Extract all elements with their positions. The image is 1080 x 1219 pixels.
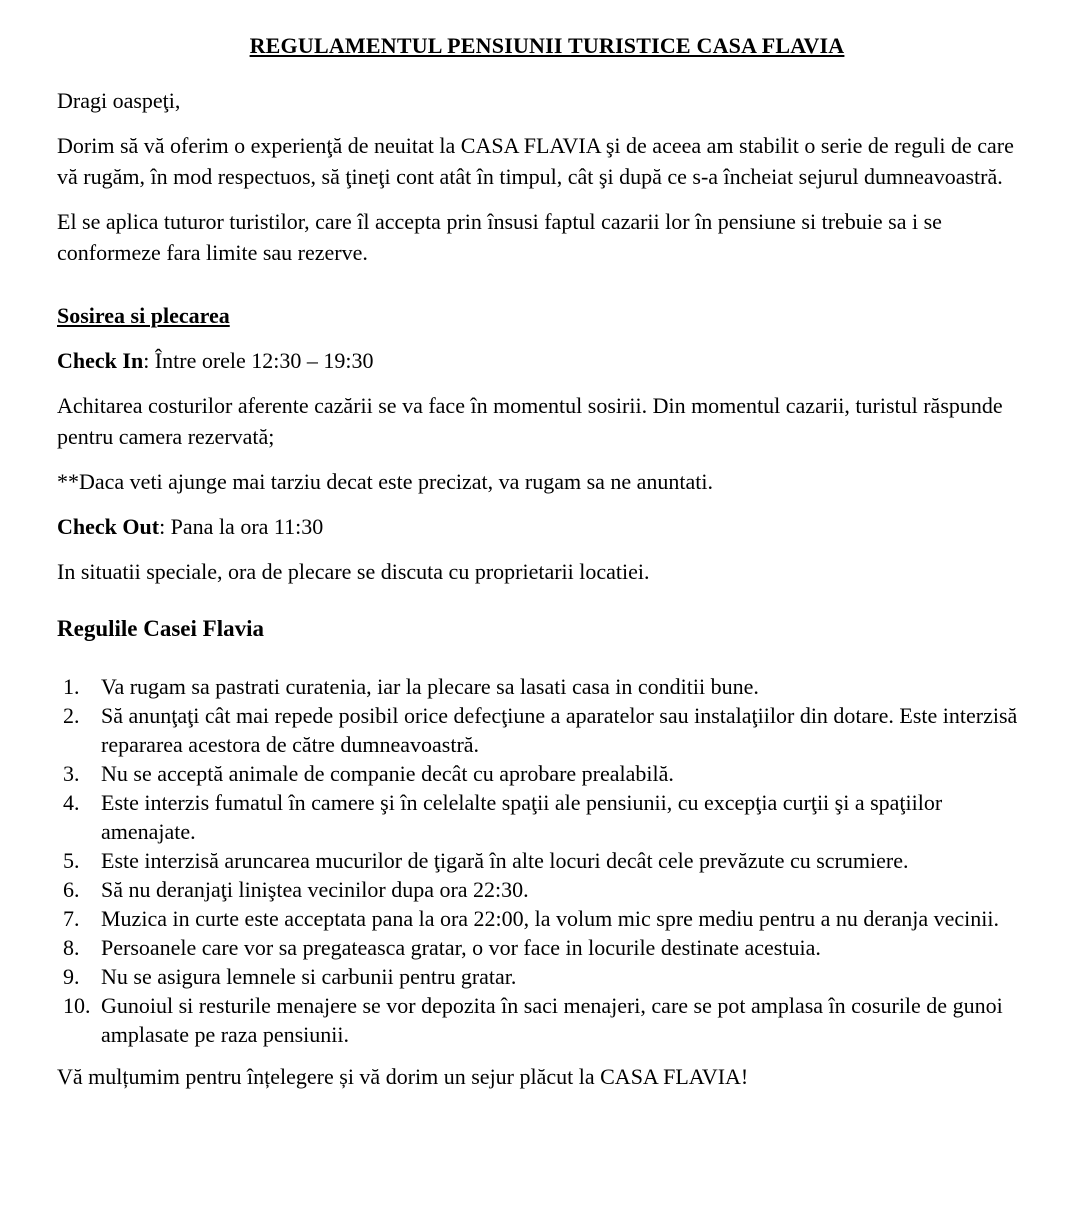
- check-in-label: Check In: [57, 348, 144, 373]
- rule-item-10: [63, 991, 1037, 1049]
- section-heading-rules: Regulile Casei Flavia: [57, 616, 264, 641]
- rule-number: 10.: [63, 993, 91, 1018]
- greeting-line: Dragi oaspeţi,: [57, 88, 181, 113]
- check-out-line: [57, 511, 1037, 542]
- rule-number: 2.: [63, 703, 80, 728]
- rule-text: Muzica in curte este acceptata pana la ora 22:00, la volum mic spre mediu pentru a nu deranja vecinii.: [101, 906, 999, 931]
- rules-list: [63, 672, 1037, 1049]
- rule-item-2: [63, 701, 1037, 759]
- check-in-value: : Între orele 12:30 – 19:30: [143, 348, 374, 373]
- rule-text: Nu se asigura lemnele si carbunii pentru gratar.: [101, 964, 517, 989]
- rule-text: Să nu deranjaţi liniştea vecinilor dupa ora 22:30.: [101, 877, 529, 902]
- rule-text: Persoanele care vor sa pregateasca gratar, o vor face in locurile destinate acestuia.: [101, 935, 821, 960]
- rule-item-3: [63, 759, 1037, 788]
- rule-number: 1.: [63, 674, 80, 699]
- rule-number: 9.: [63, 964, 80, 989]
- rule-text: Nu se acceptă animale de companie decât cu aprobare prealabilă.: [101, 761, 674, 786]
- document-title: REGULAMENTUL PENSIUNII TURISTICE CASA FLAVIA: [249, 33, 845, 58]
- rule-item-7: [63, 904, 1037, 933]
- rule-number: 4.: [63, 790, 80, 815]
- special-departure-note: In situatii speciale, ora de plecare se discuta cu proprietarii locatiei.: [57, 559, 650, 584]
- closing-line: Vă mulțumim pentru înțelegere și vă dorim un sejur plăcut la CASA FLAVIA!: [57, 1064, 749, 1089]
- rule-number: 6.: [63, 877, 80, 902]
- intro-paragraph-2: El se aplica tuturor turistilor, care îl accepta prin însusi faptul cazarii lor în pensiune si trebuie sa i se conformeze fara limite sau rezerve.: [57, 209, 942, 265]
- rule-number: 3.: [63, 761, 80, 786]
- rule-item-6: [63, 875, 1037, 904]
- rule-item-9: [63, 962, 1037, 991]
- check-out-value: : Pana la ora 11:30: [159, 514, 324, 539]
- rule-text: Gunoiul si resturile menajere se vor depozita în saci menajeri, care se pot amplasa în cosurile de gunoi amplasate pe raza pensiunii.: [101, 993, 1003, 1047]
- rule-number: 5.: [63, 848, 80, 873]
- rule-item-4: [63, 788, 1037, 846]
- intro-paragraph-1: Dorim să vă oferim o experienţă de neuitat la CASA FLAVIA şi de aceea am stabilit o serie de reguli de care vă rugăm, în mod respectuos, să ţineţi cont atât în timpul, cât şi după ce s-a încheiat sejurul dumneavoastră.: [57, 133, 1014, 189]
- rule-text: Este interzis fumatul în camere şi în celelalte spaţii ale pensiunii, cu excepţia curţii şi a spaţiilor amenajate.: [101, 790, 943, 844]
- rule-text: Să anunţaţi cât mai repede posibil orice defecţiune a aparatelor sau instalaţiilor din dotare. Este interzisă repararea acestora de către dumneavoastră.: [101, 703, 1018, 757]
- payment-note: Achitarea costurilor aferente cazării se va face în momentul sosirii. Din momentul cazarii, turistul răspunde pentru camera rezervată;: [57, 393, 1003, 449]
- rule-text: Va rugam sa pastrati curatenia, iar la plecare sa lasati casa in conditii bune.: [101, 674, 759, 699]
- late-arrival-note: **Daca veti ajunge mai tarziu decat este precizat, va rugam sa ne anuntati.: [57, 469, 714, 494]
- check-in-line: [57, 345, 1037, 376]
- rule-item-8: [63, 933, 1037, 962]
- section-heading-arrival-departure: Sosirea si plecarea: [57, 303, 230, 328]
- check-out-label: Check Out: [57, 514, 160, 539]
- rule-text: Este interzisă aruncarea mucurilor de ţigară în alte locuri decât cele prevăzute cu scrumiere.: [101, 848, 909, 873]
- rule-number: 7.: [63, 906, 80, 931]
- rule-number: 8.: [63, 935, 80, 960]
- rule-item-5: [63, 846, 1037, 875]
- rule-item-1: [63, 672, 1037, 701]
